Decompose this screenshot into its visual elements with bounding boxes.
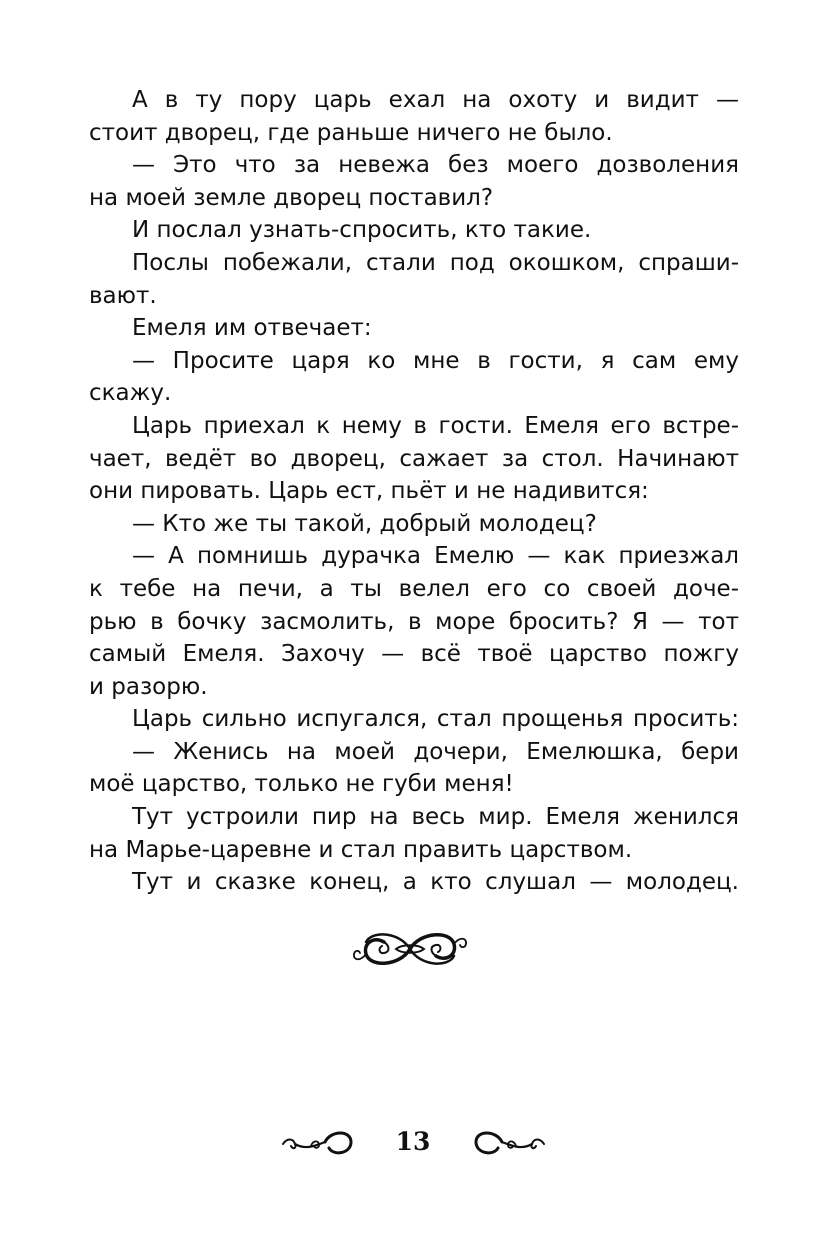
text-line: к тебе на печи, а ты велел его со своей доче- — [89, 575, 739, 602]
text-line: Тут и сказке конец, а кто слушал — молодец. — [132, 869, 739, 896]
text-line: — Кто же ты такой, добрый молодец? — [132, 510, 597, 537]
right-swirl-icon — [474, 1124, 546, 1158]
text-line: рью в бочку засмолить, в море бросить? Я — тот — [89, 608, 739, 635]
page-footer — [0, 1118, 827, 1168]
text-line: на моей земле дворец поставил? — [89, 184, 494, 211]
text-line: И послал узнать-спросить, кто такие. — [132, 217, 592, 244]
text-line: они пировать. Царь ест, пьёт и не надивится: — [89, 478, 649, 505]
text-line: и разорю. — [89, 673, 208, 700]
left-swirl-icon — [281, 1124, 353, 1158]
text-line: Царь сильно испугался, стал прощенья просить: — [132, 706, 739, 733]
text-line: чает, ведёт во дворец, сажает за стол. Начинают — [89, 445, 739, 472]
text-line: — А помнишь дурачка Емелю — как приезжал — [132, 543, 739, 570]
text-line: Тут устроили пир на весь мир. Емеля женился — [132, 804, 739, 831]
text-line: стоит дворец, где раньше ничего не было. — [89, 119, 613, 146]
text-line: — Это что за невежа без моего дозволения — [132, 152, 739, 179]
text-line: Царь приехал к нему в гости. Емеля его встре- — [132, 412, 739, 439]
story-text — [89, 84, 739, 899]
text-line: самый Емеля. Захочу — всё твоё царство пожгу — [89, 641, 739, 668]
text-line: на Марье-царевне и стал править царством. — [89, 836, 633, 863]
page-number: 13 — [395, 1127, 431, 1156]
text-line: — Просите царя ко мне в гости, я сам ему — [132, 347, 739, 374]
text-line: А в ту пору царь ехал на охоту и видит — — [132, 87, 739, 113]
text-line: моё царство, только не губи меня! — [89, 771, 514, 798]
text-line: — Женись на моей дочери, Емелюшка, бери — [132, 738, 739, 765]
text-line: скажу. — [89, 380, 172, 407]
text-line: вают. — [89, 282, 157, 309]
flourish-ornament-icon — [350, 922, 470, 976]
text-line: Емеля им отвечает: — [132, 315, 372, 342]
text-line: Послы побежали, стали под окошком, спраши- — [132, 249, 739, 276]
